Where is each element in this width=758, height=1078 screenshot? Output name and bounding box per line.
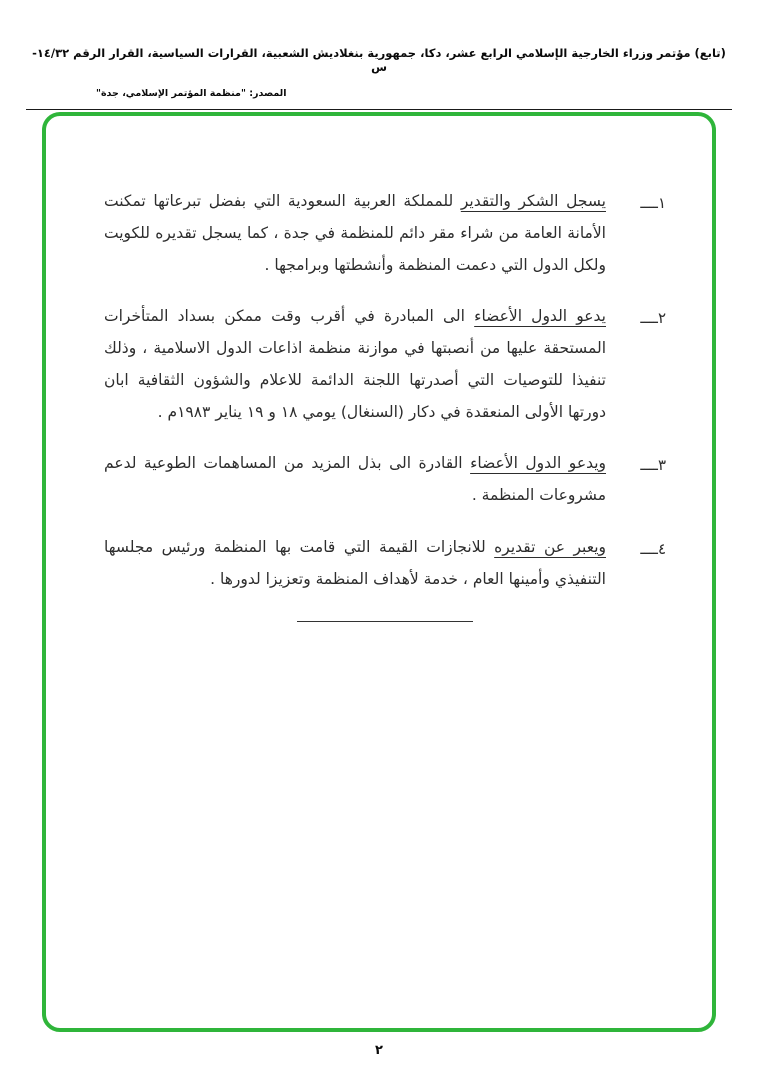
list-item xyxy=(104,186,666,281)
item-text xyxy=(104,301,606,428)
item-text xyxy=(104,532,606,596)
scan-content xyxy=(46,116,712,622)
page-header xyxy=(0,0,758,110)
section-end-divider xyxy=(297,621,473,622)
list-item xyxy=(104,448,666,512)
item-number: ٢ــــ xyxy=(640,309,666,328)
header-source: المصدر: "منظمة المؤتمر الإسلامي، جدة" xyxy=(96,88,287,99)
header-title: (تابع) مؤتمر وزراء الخارجية الإسلامي الرابع عشر، دكا، جمهورية بنغلاديش الشعبية، القرارات السياسية، القرار الرقم ١٤/٣٢- س xyxy=(32,46,726,74)
header-divider xyxy=(26,109,732,110)
item-lead: ويعبر عن تقديره xyxy=(494,537,606,556)
page-number: ٢ xyxy=(375,1043,383,1058)
item-rest: للمملكة العربية السعودية التي بفضل تبرعاتها تمكنت الأمانة العامة من شراء مقر دائم للمنظمة في جدة ، كما يسجل تقديره للكويت ولكل الدول التي دعمت المنظمة وأنشطتها وبرامجها . xyxy=(104,192,606,274)
item-rest: الى المبادرة في أقرب وقت ممكن بسداد المتأخرات المستحقة عليها من أنصبتها في موازنة منظمة اذاعات الدول الاسلامية ، وذلك تنفيذا للتوصيات التي أصدرتها اللجنة الدائمة للاعلام والشؤون الثقافية ابان دورتها الأولى المنعقدة في دكار (السنغال) يومي ١٨ و ١٩ يناير ١٩٨٣م . xyxy=(104,307,606,421)
item-number: ١ــــ xyxy=(640,194,666,212)
item-rest: القادرة الى بذل المزيد من المساهمات الطوعية لدعم مشروعات المنظمة . xyxy=(104,454,606,505)
item-text xyxy=(104,186,606,281)
item-lead: يدعو الدول الأعضاء xyxy=(474,307,606,326)
list-item xyxy=(104,532,666,596)
item-lead: ويدعو الدول الأعضاء xyxy=(470,454,607,473)
scan-frame xyxy=(42,112,716,1032)
item-lead: يسجل الشكر والتقدير xyxy=(460,192,606,210)
item-number: ٤ــــ xyxy=(640,539,666,558)
list-item xyxy=(104,301,666,428)
item-text xyxy=(104,448,606,512)
item-number: ٣ــــ xyxy=(640,456,666,475)
header-source-row xyxy=(0,81,758,100)
item-rest: للانجازات القيمة التي قامت بها المنظمة ورئيس مجلسها التنفيذي وأمينها العام ، خدمة لأهداف المنظمة وتعزيزا لدورها . xyxy=(104,537,606,588)
